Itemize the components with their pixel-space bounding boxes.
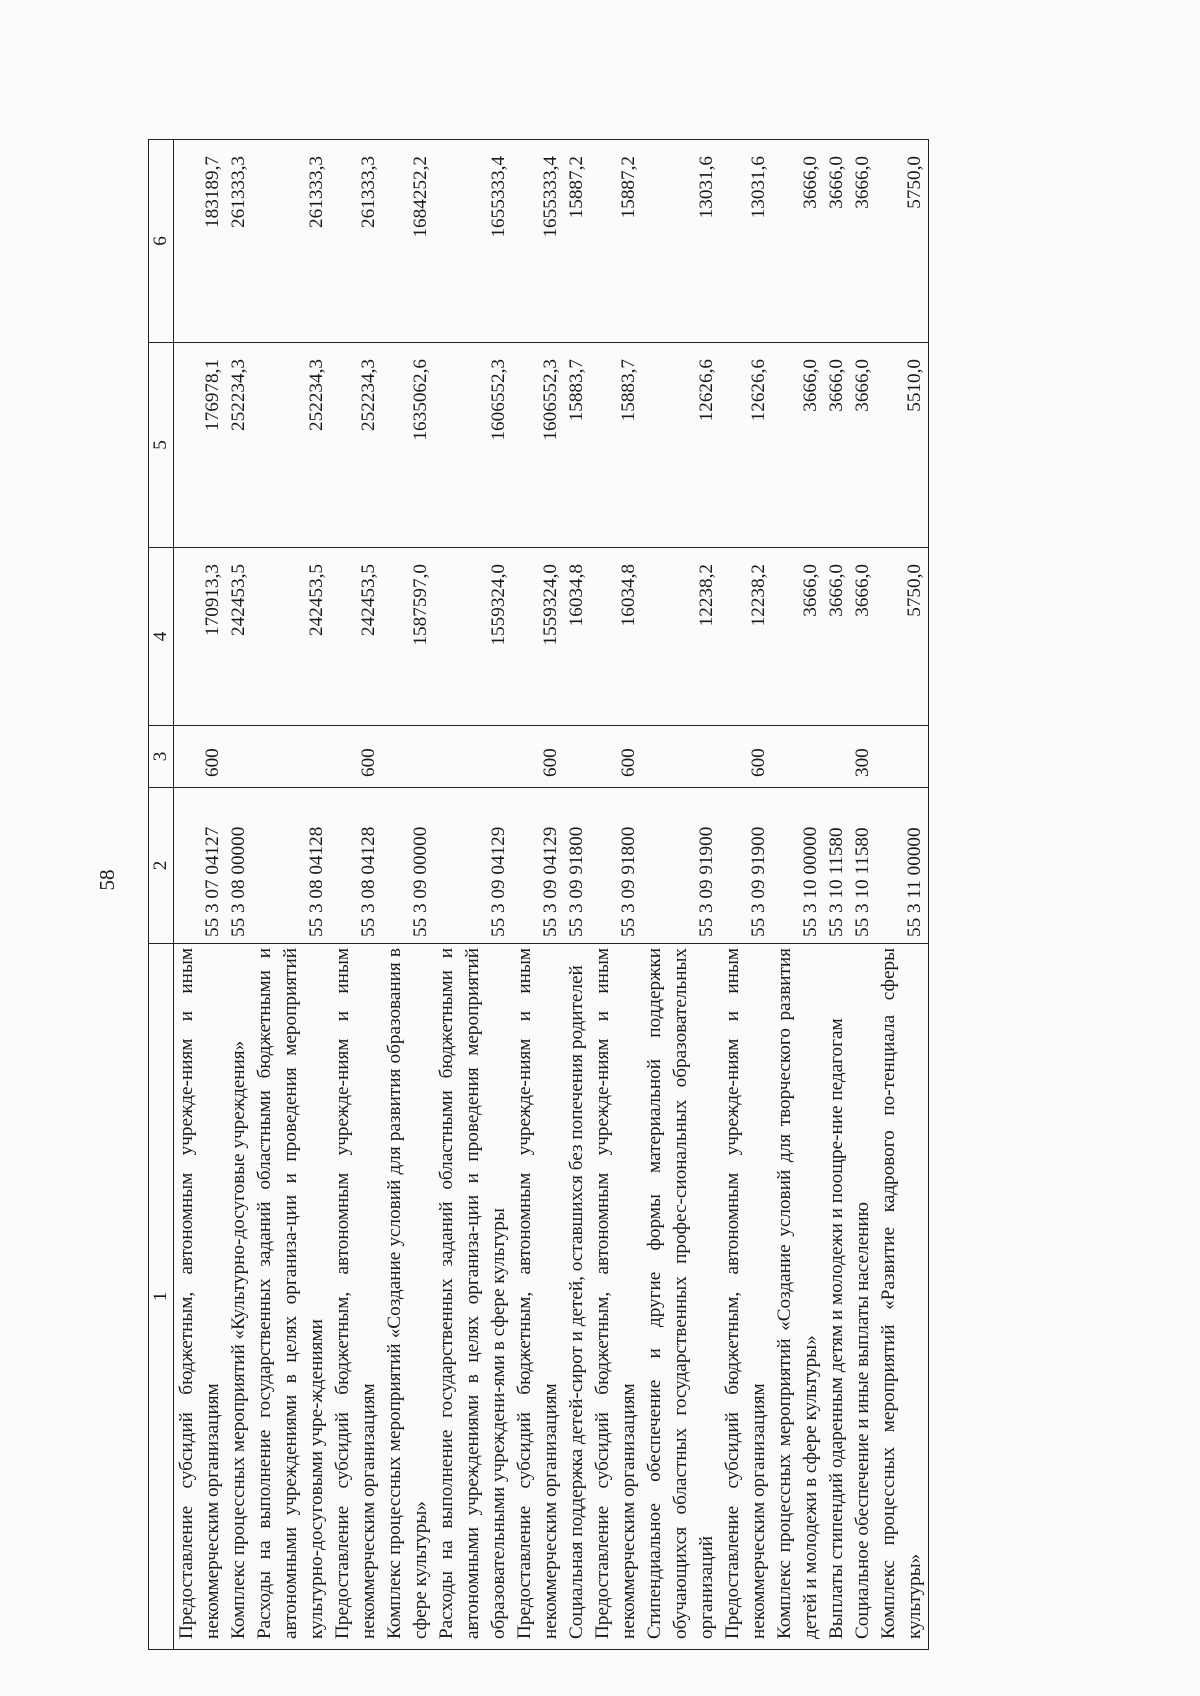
- row-value-col4: 1559324,0: [434, 548, 512, 726]
- row-name: Стипендиальное обеспечение и другие формы материальной поддержки обучающихся областных государственных профес-сиональных образовательных организаций: [642, 944, 720, 1650]
- header-col-2: 2: [149, 788, 174, 944]
- row-name: Социальная поддержка детей-сирот и детей, оставшихся без попечения родителей: [564, 944, 590, 1650]
- rotated-page-content: [94, 130, 1124, 1650]
- row-value-col5: 3666,0: [772, 343, 824, 548]
- table-header-row: [149, 140, 174, 1650]
- row-value-col6: 261333,3: [226, 140, 252, 343]
- row-code: 55 3 10 11580: [824, 788, 850, 944]
- row-value-col5: 1606552,3: [434, 343, 512, 548]
- row-expense-type: [772, 726, 824, 788]
- table-row: [174, 140, 227, 1650]
- table-row: [226, 140, 252, 1650]
- row-code: 55 3 08 04128: [330, 788, 382, 944]
- row-expense-type: [252, 726, 330, 788]
- row-expense-type: [382, 726, 434, 788]
- row-name: Расходы на выполнение государственных заданий областными бюджетными и автономными учреждениями в целях организа-ции и проведения мероприятий образовательными учреждени-ями в сфере культуры: [434, 944, 512, 1650]
- table-row: [434, 140, 512, 1650]
- row-name: Комплекс процессных мероприятий «Создание условий для развития образования в сфере культуры»: [382, 944, 434, 1650]
- row-value-col6: 13031,6: [720, 140, 772, 343]
- row-code: 55 3 09 91800: [590, 788, 642, 944]
- row-name: Предоставление субсидий бюджетным, автономным учрежде-ниям и иным некоммерческим организациям: [720, 944, 772, 1650]
- row-value-col5: 252234,3: [330, 343, 382, 548]
- row-code: 55 3 09 91900: [720, 788, 772, 944]
- row-code: 55 3 09 04129: [512, 788, 564, 944]
- row-value-col5: 252234,3: [252, 343, 330, 548]
- table-row: [330, 140, 382, 1650]
- row-value-col5: 3666,0: [850, 343, 876, 548]
- row-value-col5: 15883,7: [590, 343, 642, 548]
- row-value-col6: 3666,0: [772, 140, 824, 343]
- row-expense-type: 600: [590, 726, 642, 788]
- table-row: [824, 140, 850, 1650]
- row-value-col4: 12238,2: [642, 548, 720, 726]
- row-value-col6: 3666,0: [824, 140, 850, 343]
- row-value-col5: 5510,0: [876, 343, 929, 548]
- table-row: [720, 140, 772, 1650]
- row-value-col5: 176978,1: [174, 343, 227, 548]
- row-expense-type: 600: [330, 726, 382, 788]
- row-code: 55 3 08 00000: [226, 788, 252, 944]
- row-value-col6: 3666,0: [850, 140, 876, 343]
- row-expense-type: [642, 726, 720, 788]
- row-name: Предоставление субсидий бюджетным, автономным учрежде-ниям и иным некоммерческим организациям: [174, 944, 227, 1650]
- header-col-4: 4: [149, 548, 174, 726]
- table-row: [564, 140, 590, 1650]
- row-value-col6: 13031,6: [642, 140, 720, 343]
- table-row: [850, 140, 876, 1650]
- row-value-col4: 12238,2: [720, 548, 772, 726]
- row-name: Комплекс процессных мероприятий «Развитие кадрового по-тенциала сферы культуры»: [876, 944, 929, 1650]
- row-value-col4: 16034,8: [564, 548, 590, 726]
- row-code: 55 3 10 00000: [772, 788, 824, 944]
- row-value-col5: 1606552,3: [512, 343, 564, 548]
- header-col-6: 6: [149, 140, 174, 343]
- header-col-1: 1: [149, 944, 174, 1650]
- row-value-col6: 1655333,4: [434, 140, 512, 343]
- row-value-col5: 15883,7: [564, 343, 590, 548]
- row-code: 55 3 09 91800: [564, 788, 590, 944]
- row-name: Предоставление субсидий бюджетным, автономным учрежде-ниям и иным некоммерческим организациям: [512, 944, 564, 1650]
- row-value-col6: 15887,2: [590, 140, 642, 343]
- row-value-col4: 3666,0: [824, 548, 850, 726]
- row-value-col4: 3666,0: [850, 548, 876, 726]
- row-code: 55 3 09 04129: [434, 788, 512, 944]
- table-row: [382, 140, 434, 1650]
- table-row: [512, 140, 564, 1650]
- row-expense-type: 600: [512, 726, 564, 788]
- row-name: Предоставление субсидий бюджетным, автономным учрежде-ниям и иным некоммерческим организациям: [330, 944, 382, 1650]
- row-code: 55 3 11 00000: [876, 788, 929, 944]
- row-code: 55 3 10 11580: [850, 788, 876, 944]
- table-row: [772, 140, 824, 1650]
- row-code: 55 3 09 91900: [642, 788, 720, 944]
- row-code: 55 3 08 04128: [252, 788, 330, 944]
- row-code: 55 3 09 00000: [382, 788, 434, 944]
- row-value-col4: 3666,0: [772, 548, 824, 726]
- row-expense-type: [876, 726, 929, 788]
- header-col-5: 5: [149, 343, 174, 548]
- budget-table: [148, 139, 929, 1650]
- row-value-col4: 16034,8: [590, 548, 642, 726]
- table-row: [590, 140, 642, 1650]
- page-number: 58: [95, 869, 119, 891]
- table-row: [642, 140, 720, 1650]
- row-value-col5: 12626,6: [642, 343, 720, 548]
- row-value-col6: 5750,0: [876, 140, 929, 343]
- row-value-col6: 183189,7: [174, 140, 227, 343]
- row-value-col4: 242453,5: [226, 548, 252, 726]
- header-col-3: 3: [149, 726, 174, 788]
- row-value-col5: 3666,0: [824, 343, 850, 548]
- table-row: [252, 140, 330, 1650]
- row-value-col4: 242453,5: [252, 548, 330, 726]
- row-value-col6: 261333,3: [330, 140, 382, 343]
- row-name: Расходы на выполнение государственных заданий областными бюджетными и автономными учреждениями в целях организа-ции и проведения мероприятий культурно-досуговыми учре-ждениями: [252, 944, 330, 1650]
- row-name: Выплаты стипендий одаренным детям и молодежи и поощре-ние педагогам: [824, 944, 850, 1650]
- row-value-col4: 242453,5: [330, 548, 382, 726]
- row-expense-type: 300: [850, 726, 876, 788]
- row-code: 55 3 07 04127: [174, 788, 227, 944]
- row-value-col4: 170913,3: [174, 548, 227, 726]
- row-value-col4: 1587597,0: [382, 548, 434, 726]
- row-value-col6: 15887,2: [564, 140, 590, 343]
- row-expense-type: 600: [174, 726, 227, 788]
- row-expense-type: [564, 726, 590, 788]
- row-expense-type: [824, 726, 850, 788]
- row-value-col6: 1684252,2: [382, 140, 434, 343]
- row-value-col4: 1559324,0: [512, 548, 564, 726]
- row-name: Социальное обеспечение и иные выплаты населению: [850, 944, 876, 1650]
- row-name: Комплекс процессных мероприятий «Культурно-досуговые учреждения»: [226, 944, 252, 1650]
- row-expense-type: [434, 726, 512, 788]
- row-value-col5: 1635062,6: [382, 343, 434, 548]
- row-name: Комплекс процессных мероприятий «Создание условий для творческого развития детей и молодежи в сфере культуры»: [772, 944, 824, 1650]
- row-value-col6: 1655333,4: [512, 140, 564, 343]
- row-value-col6: 261333,3: [252, 140, 330, 343]
- row-value-col5: 252234,3: [226, 343, 252, 548]
- row-value-col4: 5750,0: [876, 548, 929, 726]
- table-row: [876, 140, 929, 1650]
- row-value-col5: 12626,6: [720, 343, 772, 548]
- row-name: Предоставление субсидий бюджетным, автономным учрежде-ниям и иным некоммерческим организациям: [590, 944, 642, 1650]
- row-expense-type: 600: [720, 726, 772, 788]
- row-expense-type: [226, 726, 252, 788]
